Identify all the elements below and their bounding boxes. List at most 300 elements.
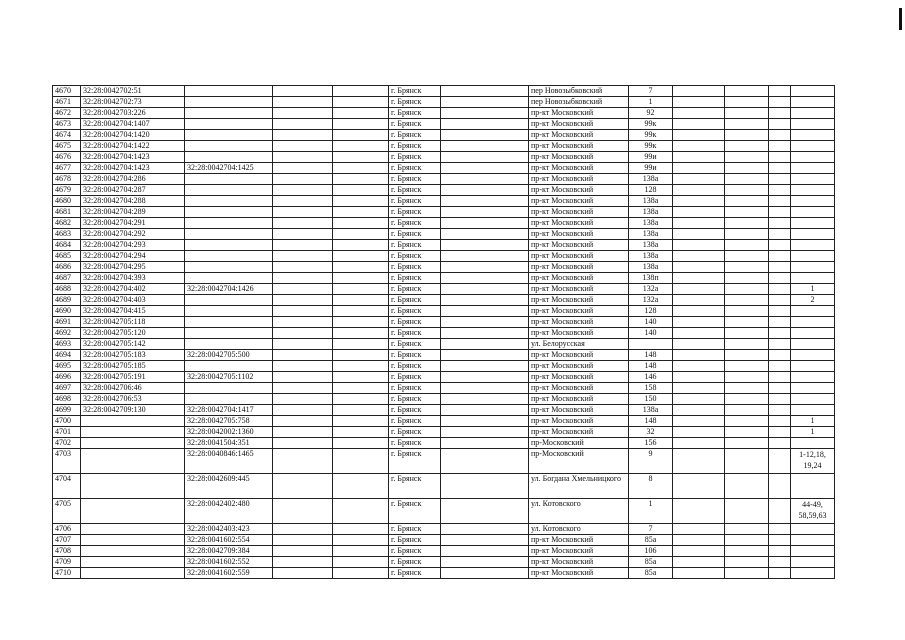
empty-cell <box>725 438 769 449</box>
premises-numbers <box>791 108 835 119</box>
house-number: 85а <box>629 557 673 568</box>
house-number: 138п <box>629 273 673 284</box>
empty-cell <box>769 394 791 405</box>
empty-cell <box>673 207 725 218</box>
street: пр-кт Московский <box>529 546 629 557</box>
empty-cell <box>273 97 333 108</box>
house-number: 99к <box>629 130 673 141</box>
cadastral-number <box>81 474 185 499</box>
street: пр-кт Московский <box>529 416 629 427</box>
empty-cell <box>333 350 389 361</box>
empty-cell <box>333 372 389 383</box>
house-number: 9 <box>629 449 673 474</box>
row-number: 4708 <box>53 546 81 557</box>
city: г. Брянск <box>389 218 441 229</box>
premises-numbers <box>791 339 835 350</box>
empty-cell <box>769 163 791 174</box>
table-row <box>53 317 835 328</box>
empty-cell <box>673 524 725 535</box>
empty-cell <box>441 262 529 273</box>
empty-cell <box>673 295 725 306</box>
city: г. Брянск <box>389 383 441 394</box>
row-number: 4710 <box>53 568 81 579</box>
empty-cell <box>333 383 389 394</box>
premises-numbers <box>791 229 835 240</box>
linked-cadastral-number: 32:28:0041602:552 <box>185 557 273 568</box>
empty-cell <box>769 427 791 438</box>
empty-cell <box>333 218 389 229</box>
empty-cell <box>769 108 791 119</box>
row-number: 4682 <box>53 218 81 229</box>
premises-numbers <box>791 130 835 141</box>
premises-numbers <box>791 350 835 361</box>
empty-cell <box>441 474 529 499</box>
empty-cell <box>769 185 791 196</box>
table-row <box>53 262 835 273</box>
empty-cell <box>725 474 769 499</box>
cadastral-number: 32:28:0042704:291 <box>81 218 185 229</box>
row-number: 4685 <box>53 251 81 262</box>
city: г. Брянск <box>389 284 441 295</box>
premises-numbers: 44-49, 58,59,63 <box>791 499 835 524</box>
empty-cell <box>673 474 725 499</box>
house-number: 148 <box>629 361 673 372</box>
row-number: 4689 <box>53 295 81 306</box>
empty-cell <box>441 383 529 394</box>
empty-cell <box>769 546 791 557</box>
row-number: 4702 <box>53 438 81 449</box>
empty-cell <box>769 339 791 350</box>
empty-cell <box>673 449 725 474</box>
street: пр-кт Московский <box>529 207 629 218</box>
empty-cell <box>273 383 333 394</box>
linked-cadastral-number <box>185 251 273 262</box>
empty-cell <box>441 405 529 416</box>
empty-cell <box>673 416 725 427</box>
cadastral-number: 32:28:0042704:288 <box>81 196 185 207</box>
linked-cadastral-number: 32:28:0042002:1360 <box>185 427 273 438</box>
cadastral-number: 32:28:0042704:1420 <box>81 130 185 141</box>
cadastral-number <box>81 546 185 557</box>
row-number: 4676 <box>53 152 81 163</box>
row-number: 4683 <box>53 229 81 240</box>
empty-cell <box>725 97 769 108</box>
empty-cell <box>273 361 333 372</box>
empty-cell <box>441 240 529 251</box>
city: г. Брянск <box>389 174 441 185</box>
table-row <box>53 273 835 284</box>
house-number <box>629 339 673 350</box>
empty-cell <box>441 207 529 218</box>
street: пр-кт Московский <box>529 218 629 229</box>
empty-cell <box>769 524 791 535</box>
street: пр-Московский <box>529 449 629 474</box>
empty-cell <box>333 416 389 427</box>
empty-cell <box>333 438 389 449</box>
linked-cadastral-number: 32:28:0042709:384 <box>185 546 273 557</box>
empty-cell <box>273 240 333 251</box>
empty-cell <box>769 284 791 295</box>
empty-cell <box>673 328 725 339</box>
empty-cell <box>333 339 389 350</box>
empty-cell <box>441 108 529 119</box>
empty-cell <box>273 86 333 97</box>
street: пр-кт Московский <box>529 119 629 130</box>
empty-cell <box>725 152 769 163</box>
empty-cell <box>333 251 389 262</box>
table-row <box>53 499 835 524</box>
street: пр-кт Московский <box>529 394 629 405</box>
table-row <box>53 229 835 240</box>
house-number: 128 <box>629 185 673 196</box>
table-row <box>53 119 835 130</box>
linked-cadastral-number <box>185 328 273 339</box>
empty-cell <box>725 524 769 535</box>
empty-cell <box>273 108 333 119</box>
row-number: 4707 <box>53 535 81 546</box>
row-number: 4686 <box>53 262 81 273</box>
empty-cell <box>273 557 333 568</box>
street: пр-кт Московский <box>529 557 629 568</box>
row-number: 4705 <box>53 499 81 524</box>
street: пр-кт Московский <box>529 361 629 372</box>
cadastral-number: 32:28:0042702:51 <box>81 86 185 97</box>
linked-cadastral-number <box>185 273 273 284</box>
row-number: 4671 <box>53 97 81 108</box>
empty-cell <box>273 273 333 284</box>
empty-cell <box>673 546 725 557</box>
premises-numbers <box>791 163 835 174</box>
empty-cell <box>273 284 333 295</box>
city: г. Брянск <box>389 141 441 152</box>
premises-numbers <box>791 207 835 218</box>
house-number: 106 <box>629 546 673 557</box>
house-number: 7 <box>629 524 673 535</box>
premises-numbers: 1 <box>791 416 835 427</box>
empty-cell <box>769 350 791 361</box>
street: пр-кт Московский <box>529 535 629 546</box>
street: пр-кт Московский <box>529 229 629 240</box>
city: г. Брянск <box>389 262 441 273</box>
empty-cell <box>441 141 529 152</box>
empty-cell <box>673 438 725 449</box>
city: г. Брянск <box>389 339 441 350</box>
empty-cell <box>673 568 725 579</box>
row-number: 4697 <box>53 383 81 394</box>
house-number: 1 <box>629 499 673 524</box>
city: г. Брянск <box>389 474 441 499</box>
cadastral-number: 32:28:0042704:403 <box>81 295 185 306</box>
page-corner-mark <box>899 8 902 30</box>
house-number: 150 <box>629 394 673 405</box>
city: г. Брянск <box>389 196 441 207</box>
empty-cell <box>673 163 725 174</box>
linked-cadastral-number <box>185 295 273 306</box>
empty-cell <box>441 174 529 185</box>
house-number: 92 <box>629 108 673 119</box>
empty-cell <box>333 405 389 416</box>
empty-cell <box>725 568 769 579</box>
register-table-body <box>53 86 835 579</box>
empty-cell <box>725 317 769 328</box>
empty-cell <box>725 207 769 218</box>
house-number: 138а <box>629 207 673 218</box>
empty-cell <box>725 372 769 383</box>
empty-cell <box>673 361 725 372</box>
street: пр-кт Московский <box>529 130 629 141</box>
city: г. Брянск <box>389 361 441 372</box>
empty-cell <box>673 108 725 119</box>
empty-cell <box>673 372 725 383</box>
empty-cell <box>333 229 389 240</box>
linked-cadastral-number <box>185 394 273 405</box>
city: г. Брянск <box>389 449 441 474</box>
premises-numbers <box>791 119 835 130</box>
empty-cell <box>725 141 769 152</box>
empty-cell <box>725 273 769 284</box>
premises-numbers <box>791 86 835 97</box>
linked-cadastral-number: 32:28:0041504:351 <box>185 438 273 449</box>
premises-numbers <box>791 361 835 372</box>
empty-cell <box>273 196 333 207</box>
empty-cell <box>769 86 791 97</box>
empty-cell <box>333 535 389 546</box>
city: г. Брянск <box>389 405 441 416</box>
empty-cell <box>769 119 791 130</box>
linked-cadastral-number: 32:28:0042704:1417 <box>185 405 273 416</box>
cadastral-number: 32:28:0042704:294 <box>81 251 185 262</box>
cadastral-number: 32:28:0042705:185 <box>81 361 185 372</box>
cadastral-number: 32:28:0042705:118 <box>81 317 185 328</box>
house-number: 148 <box>629 350 673 361</box>
table-row <box>53 251 835 262</box>
cadastral-number <box>81 499 185 524</box>
empty-cell <box>769 295 791 306</box>
cadastral-number: 32:28:0042705:142 <box>81 339 185 350</box>
empty-cell <box>441 97 529 108</box>
table-row <box>53 350 835 361</box>
table-row <box>53 328 835 339</box>
linked-cadastral-number <box>185 185 273 196</box>
linked-cadastral-number <box>185 218 273 229</box>
premises-numbers <box>791 405 835 416</box>
house-number: 132а <box>629 295 673 306</box>
empty-cell <box>273 317 333 328</box>
table-row <box>53 152 835 163</box>
cadastral-number: 32:28:0042704:393 <box>81 273 185 284</box>
empty-cell <box>673 218 725 229</box>
house-number: 138а <box>629 251 673 262</box>
empty-cell <box>333 141 389 152</box>
empty-cell <box>273 141 333 152</box>
cadastral-number: 32:28:0042705:120 <box>81 328 185 339</box>
empty-cell <box>725 119 769 130</box>
empty-cell <box>273 568 333 579</box>
premises-numbers <box>791 535 835 546</box>
city: г. Брянск <box>389 86 441 97</box>
cadastral-number: 32:28:0042704:295 <box>81 262 185 273</box>
street: пр-кт Московский <box>529 372 629 383</box>
premises-numbers <box>791 524 835 535</box>
empty-cell <box>441 163 529 174</box>
street: пр-кт Московский <box>529 284 629 295</box>
table-row <box>53 383 835 394</box>
table-row <box>53 524 835 535</box>
street: пр-кт Московский <box>529 306 629 317</box>
empty-cell <box>273 152 333 163</box>
empty-cell <box>769 262 791 273</box>
empty-cell <box>769 438 791 449</box>
table-row <box>53 196 835 207</box>
empty-cell <box>273 416 333 427</box>
house-number: 132а <box>629 284 673 295</box>
empty-cell <box>673 185 725 196</box>
city: г. Брянск <box>389 546 441 557</box>
empty-cell <box>273 405 333 416</box>
premises-numbers <box>791 438 835 449</box>
empty-cell <box>441 185 529 196</box>
street: пр-кт Московский <box>529 273 629 284</box>
premises-numbers <box>791 394 835 405</box>
table-row <box>53 163 835 174</box>
row-number: 4672 <box>53 108 81 119</box>
empty-cell <box>333 207 389 218</box>
street: пр-кт Московский <box>529 328 629 339</box>
premises-numbers <box>791 328 835 339</box>
table-row <box>53 372 835 383</box>
city: г. Брянск <box>389 130 441 141</box>
street: ул. Белорусская <box>529 339 629 350</box>
house-number: 140 <box>629 317 673 328</box>
premises-numbers: 2 <box>791 295 835 306</box>
empty-cell <box>769 383 791 394</box>
empty-cell <box>333 86 389 97</box>
table-row <box>53 568 835 579</box>
table-row <box>53 185 835 196</box>
city: г. Брянск <box>389 557 441 568</box>
table-row <box>53 535 835 546</box>
house-number: 138а <box>629 196 673 207</box>
linked-cadastral-number <box>185 339 273 350</box>
street: пр-кт Московский <box>529 251 629 262</box>
table-row <box>53 427 835 438</box>
empty-cell <box>769 535 791 546</box>
cadastral-number: 32:28:0042704:1423 <box>81 163 185 174</box>
cadastral-number: 32:28:0042704:402 <box>81 284 185 295</box>
city: г. Брянск <box>389 295 441 306</box>
table-row <box>53 394 835 405</box>
house-number: 148 <box>629 416 673 427</box>
row-number: 4684 <box>53 240 81 251</box>
row-number: 4699 <box>53 405 81 416</box>
street: пр-кт Московский <box>529 350 629 361</box>
empty-cell <box>769 557 791 568</box>
house-number: 99к <box>629 141 673 152</box>
empty-cell <box>333 306 389 317</box>
premises-numbers <box>791 141 835 152</box>
empty-cell <box>441 339 529 350</box>
linked-cadastral-number: 32:28:0042705:1102 <box>185 372 273 383</box>
city: г. Брянск <box>389 372 441 383</box>
empty-cell <box>441 284 529 295</box>
table-row <box>53 141 835 152</box>
empty-cell <box>725 229 769 240</box>
empty-cell <box>273 328 333 339</box>
empty-cell <box>273 339 333 350</box>
house-number: 138а <box>629 262 673 273</box>
cadastral-number <box>81 524 185 535</box>
empty-cell <box>333 185 389 196</box>
empty-cell <box>441 229 529 240</box>
city: г. Брянск <box>389 97 441 108</box>
empty-cell <box>333 174 389 185</box>
empty-cell <box>673 86 725 97</box>
linked-cadastral-number: 32:28:0042705:500 <box>185 350 273 361</box>
table-row <box>53 130 835 141</box>
street: пр-кт Московский <box>529 295 629 306</box>
empty-cell <box>333 474 389 499</box>
city: г. Брянск <box>389 350 441 361</box>
city: г. Брянск <box>389 499 441 524</box>
premises-numbers <box>791 372 835 383</box>
table-row <box>53 86 835 97</box>
empty-cell <box>725 86 769 97</box>
linked-cadastral-number <box>185 119 273 130</box>
table-row <box>53 449 835 474</box>
table-row <box>53 108 835 119</box>
empty-cell <box>441 119 529 130</box>
empty-cell <box>333 152 389 163</box>
empty-cell <box>725 339 769 350</box>
street: пр-кт Московский <box>529 240 629 251</box>
empty-cell <box>273 499 333 524</box>
premises-numbers <box>791 218 835 229</box>
empty-cell <box>441 438 529 449</box>
empty-cell <box>333 196 389 207</box>
empty-cell <box>673 350 725 361</box>
empty-cell <box>273 262 333 273</box>
empty-cell <box>725 499 769 524</box>
cadastral-number: 32:28:0042702:73 <box>81 97 185 108</box>
table-row <box>53 557 835 568</box>
premises-numbers <box>791 240 835 251</box>
empty-cell <box>273 119 333 130</box>
empty-cell <box>769 372 791 383</box>
premises-numbers <box>791 273 835 284</box>
cadastral-number <box>81 557 185 568</box>
city: г. Брянск <box>389 317 441 328</box>
empty-cell <box>273 350 333 361</box>
house-number: 138а <box>629 218 673 229</box>
row-number: 4690 <box>53 306 81 317</box>
table-row <box>53 284 835 295</box>
cadastral-number <box>81 535 185 546</box>
empty-cell <box>441 306 529 317</box>
empty-cell <box>769 273 791 284</box>
row-number: 4700 <box>53 416 81 427</box>
row-number: 4706 <box>53 524 81 535</box>
city: г. Брянск <box>389 251 441 262</box>
linked-cadastral-number <box>185 383 273 394</box>
empty-cell <box>673 251 725 262</box>
cadastral-number <box>81 438 185 449</box>
street: пр-Московский <box>529 438 629 449</box>
street: пр-кт Московский <box>529 383 629 394</box>
linked-cadastral-number <box>185 262 273 273</box>
house-number: 138а <box>629 405 673 416</box>
row-number: 4678 <box>53 174 81 185</box>
empty-cell <box>273 438 333 449</box>
